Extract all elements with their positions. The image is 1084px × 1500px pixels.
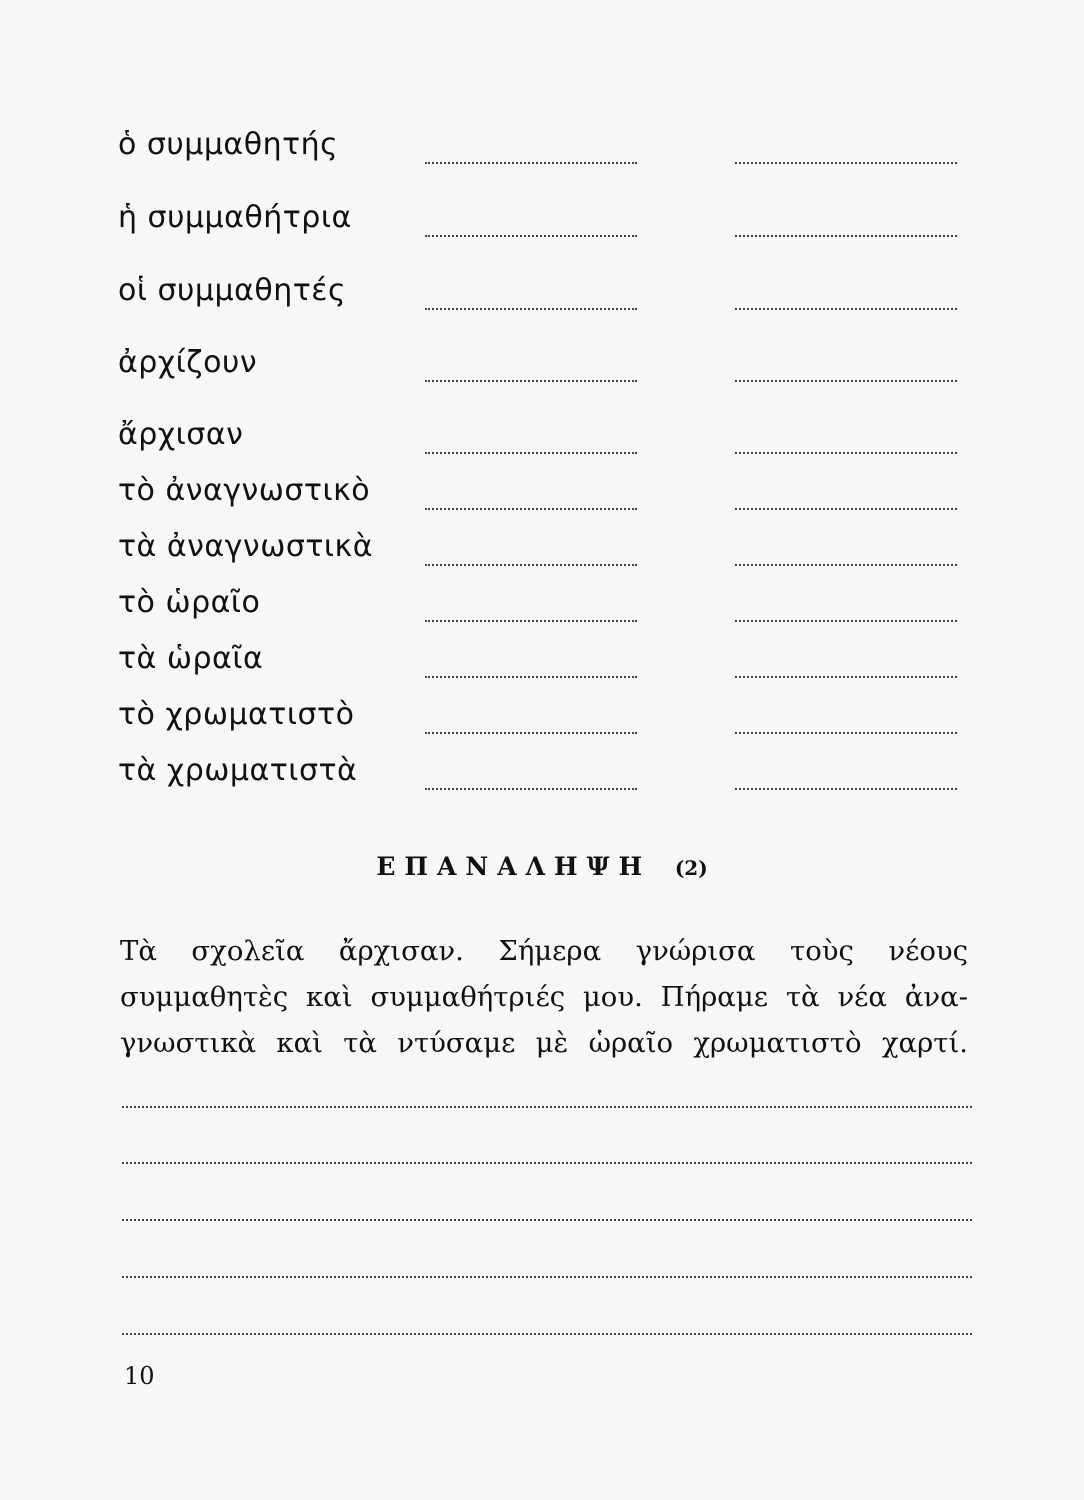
vocab-word: τὰ χρωματιστὰ: [118, 753, 358, 788]
answer-blank[interactable]: [425, 620, 637, 622]
vocab-word: ἡ συμμαθήτρια: [118, 200, 352, 235]
vocab-word: τὸ χρωματιστὸ: [118, 697, 355, 732]
answer-blank[interactable]: [425, 788, 637, 790]
vocab-word: ὁ συμμαθητής: [118, 127, 339, 162]
answer-blank[interactable]: [735, 235, 957, 237]
vocab-row: [0, 330, 1084, 386]
paragraph-line: Τὰ σχολεῖα ἄρχισαν. Σήμερα γνώρισα τοὺς νέους: [120, 935, 968, 967]
vocab-word: τὰ ὡραῖα: [118, 641, 264, 676]
writing-line[interactable]: [122, 1106, 972, 1108]
vocab-row: [0, 258, 1084, 314]
vocab-row: [0, 112, 1084, 168]
answer-blank[interactable]: [735, 620, 957, 622]
answer-blank[interactable]: [425, 564, 637, 566]
answer-blank[interactable]: [425, 452, 637, 454]
vocab-word: οἱ συμμαθητές: [118, 273, 347, 308]
writing-line[interactable]: [122, 1219, 972, 1221]
answer-blank[interactable]: [735, 788, 957, 790]
vocab-row: [0, 185, 1084, 241]
answer-blank[interactable]: [425, 732, 637, 734]
answer-blank[interactable]: [425, 676, 637, 678]
vocab-row: [0, 626, 1084, 682]
vocab-word: ἀρχίζουν: [118, 345, 258, 380]
section-number: (2): [674, 856, 708, 880]
answer-blank[interactable]: [425, 508, 637, 510]
vocab-row: [0, 514, 1084, 570]
section-title: ΕΠΑΝΑΛΗΨΗ: [376, 852, 652, 881]
vocab-row: [0, 682, 1084, 738]
answer-blank[interactable]: [425, 380, 637, 382]
answer-blank[interactable]: [735, 162, 957, 164]
paragraph-line: συμμαθητὲς καὶ συμμαθήτριές μου. Πήραμε τὰ νέα ἀνα-: [120, 981, 968, 1013]
vocab-row: [0, 738, 1084, 794]
vocab-word: τὸ ἀναγνωστικὸ: [118, 473, 371, 508]
answer-blank[interactable]: [425, 235, 637, 237]
answer-blank[interactable]: [735, 508, 957, 510]
answer-blank[interactable]: [425, 308, 637, 310]
reading-paragraph: [120, 928, 968, 1066]
page-number: 10: [124, 1362, 155, 1390]
answer-blank[interactable]: [735, 380, 957, 382]
writing-line[interactable]: [122, 1333, 972, 1335]
vocab-word: τὸ ὡραῖο: [118, 585, 261, 620]
answer-blank[interactable]: [735, 564, 957, 566]
answer-blank[interactable]: [735, 676, 957, 678]
vocab-row: [0, 402, 1084, 458]
vocab-word: ἄρχισαν: [118, 417, 244, 452]
answer-blank[interactable]: [735, 732, 957, 734]
answer-blank[interactable]: [425, 162, 637, 164]
paragraph-line: γνωστικὰ καὶ τὰ ντύσαμε μὲ ὡραῖο χρωματιστὸ χαρτί.: [120, 1027, 968, 1059]
vocab-word: τὰ ἀναγνωστικὰ: [118, 529, 373, 564]
writing-line[interactable]: [122, 1276, 972, 1278]
answer-blank[interactable]: [735, 308, 957, 310]
vocab-row: [0, 570, 1084, 626]
section-heading: [0, 852, 1084, 881]
answer-blank[interactable]: [735, 452, 957, 454]
writing-line[interactable]: [122, 1162, 972, 1164]
vocab-row: [0, 458, 1084, 514]
